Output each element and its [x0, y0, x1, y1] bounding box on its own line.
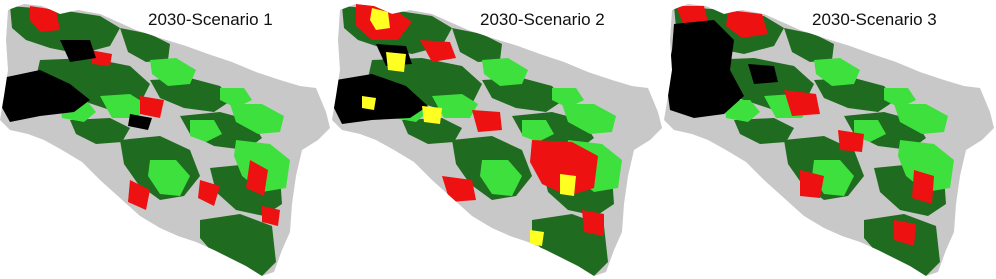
- patch-red: [912, 170, 934, 204]
- map-scenario-2: [332, 0, 664, 279]
- map-panel-scenario-2: [332, 0, 664, 279]
- map-panel-scenario-3: [664, 0, 996, 279]
- patch-red: [442, 176, 476, 202]
- patch-yellow: [362, 96, 376, 110]
- patch-yellow: [386, 52, 406, 72]
- panel-title-scenario-2: 2030-Scenario 2: [480, 10, 605, 29]
- patch-yellow: [422, 106, 442, 124]
- patch-yellow: [560, 174, 576, 196]
- patch-dark-green: [200, 214, 276, 276]
- map-panel-scenario-1: [0, 0, 332, 279]
- map-scenario-1: [0, 0, 332, 279]
- panel-title-scenario-1: 2030-Scenario 1: [148, 10, 273, 29]
- panel-title-scenario-3: 2030-Scenario 3: [812, 10, 937, 29]
- land-use-patches: [332, 4, 622, 276]
- map-scenario-3: [664, 0, 996, 279]
- patch-red: [582, 210, 604, 236]
- patch-yellow: [530, 230, 544, 246]
- land-use-patches: [666, 6, 954, 276]
